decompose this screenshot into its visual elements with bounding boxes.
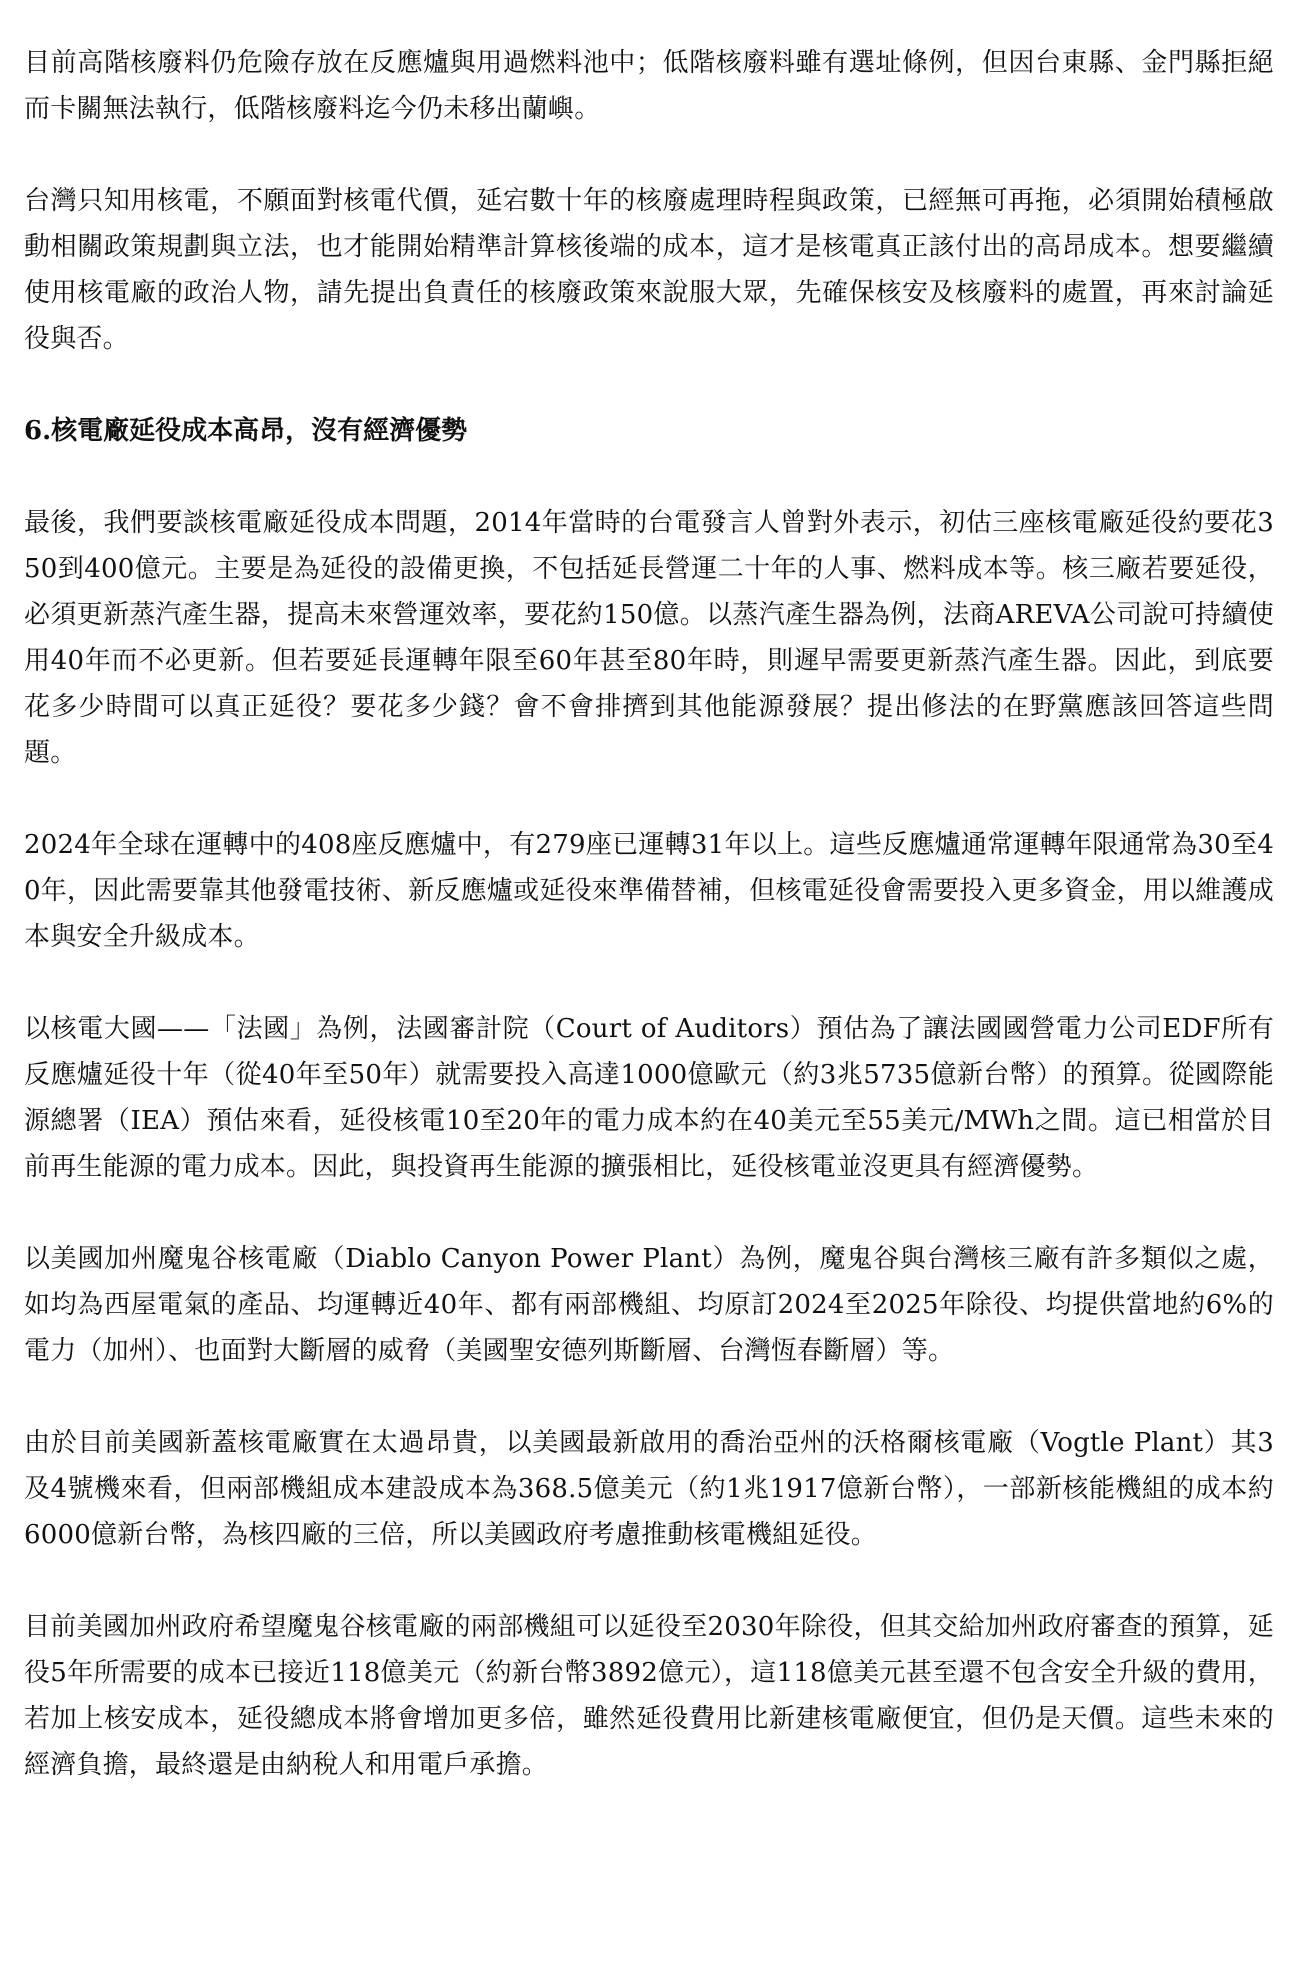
paragraph-france-example: 以核電大國——「法國」為例，法國審計院（Court of Auditors）預估為了讓法國國營電力公司EDF所有反應爐延役十年（從40年至50年）就需要投入高達1000億歐元（約3兆5735億新台幣）的預算。從國際能源總署（IEA）預估來看，延役核電10至20年的電力成本約在40美元至55美元/MWh之間。這已相當於目前再生能源的電力成本。因此，與投資再生能源的擴張相比，延役核電並沒更具有經濟優勢。 [24,1014,1274,1182]
paragraph-california-budget: 目前美國加州政府希望魔鬼谷核電廠的兩部機組可以延役至2030年除役，但其交給加州政府審查的預算，延役5年所需要的成本已接近118億美元（約新台幣3892億元），這118億美元甚至還不包含安全升級的費用，若加上核安成本，延役總成本將會增加更多倍，雖然延役費用比新建核電廠便宜，但仍是天價。這些未來的經濟負擔，最終還是由納稅人和用電戶承擔。 [24,1612,1274,1780]
paragraph-gap [24,362,1274,408]
section-heading: 6.核電廠延役成本高昂，沒有經濟優勢 [24,416,468,446]
paragraph-gap [24,960,1274,1006]
paragraph-nuclear-waste-storage: 目前高階核廢料仍危險存放在反應爐與用過燃料池中；低階核廢料雖有選址條例，但因台東縣、金門縣拒絕而卡關無法執行，低階核廢料迄今仍未移出蘭嶼。 [24,48,1274,124]
paragraph-gap [24,454,1274,500]
paragraph-gap [24,132,1274,178]
paragraph-global-reactors: 2024年全球在運轉中的408座反應爐中，有279座已運轉31年以上。這些反應爐通常運轉年限通常為30至40年，因此需要靠其他發電技術、新反應爐或延役來準備替補，但核電延役會需要投入更多資金，用以維護成本與安全升級成本。 [24,830,1274,952]
paragraph-extension-cost: 最後，我們要談核電廠延役成本問題，2014年當時的台電發言人曾對外表示，初估三座核電廠延役約要花350到400億元。主要是為延役的設備更換，不包括延長營運二十年的人事、燃料成本等。核三廠若要延役，必須更新蒸汽產生器，提高未來營運效率，要花約150億。以蒸汽產生器為例，法商AREVA公司說可持續使用40年而不必更新。但若要延長運轉年限至60年甚至80年時，則遲早需要更新蒸汽產生器。因此，到底要花多少時間可以真正延役？要花多少錢？會不會排擠到其他能源發展？提出修法的在野黨應該回答這些問題。 [24,508,1274,768]
paragraph-gap [24,776,1274,822]
paragraph-gap [24,1190,1274,1236]
paragraph-nuclear-cost: 台灣只知用核電，不願面對核電代價，延宕數十年的核廢處理時程與政策，已經無可再拖，必須開始積極啟動相關政策規劃與立法，也才能開始精準計算核後端的成本，這才是核電真正該付出的高昂成本。想要繼續使用核電廠的政治人物，請先提出負責任的核廢政策來說服大眾，先確保核安及核廢料的處置，再來討論延役與否。 [24,186,1274,354]
paragraph-gap [24,1558,1274,1604]
paragraph-gap [24,1374,1274,1420]
paragraph-vogtle-plant: 由於目前美國新蓋核電廠實在太過昂貴，以美國最新啟用的喬治亞州的沃格爾核電廠（Vogtle Plant）其3及4號機來看，但兩部機組成本建設成本為368.5億美元（約1兆1917億新台幣），一部新核能機組的成本約6000億新台幣，為核四廠的三倍，所以美國政府考慮推動核電機組延役。 [24,1428,1274,1550]
paragraph-diablo-canyon: 以美國加州魔鬼谷核電廠（Diablo Canyon Power Plant）為例，魔鬼谷與台灣核三廠有許多類似之處，如均為西屋電氣的產品、均運轉近40年、都有兩部機組、均原訂2024至2025年除役、均提供當地約6%的電力（加州）、也面對大斷層的威脅（美國聖安德列斯斷層、台灣恆春斷層）等。 [24,1244,1274,1366]
document-page [24,40,1274,1788]
